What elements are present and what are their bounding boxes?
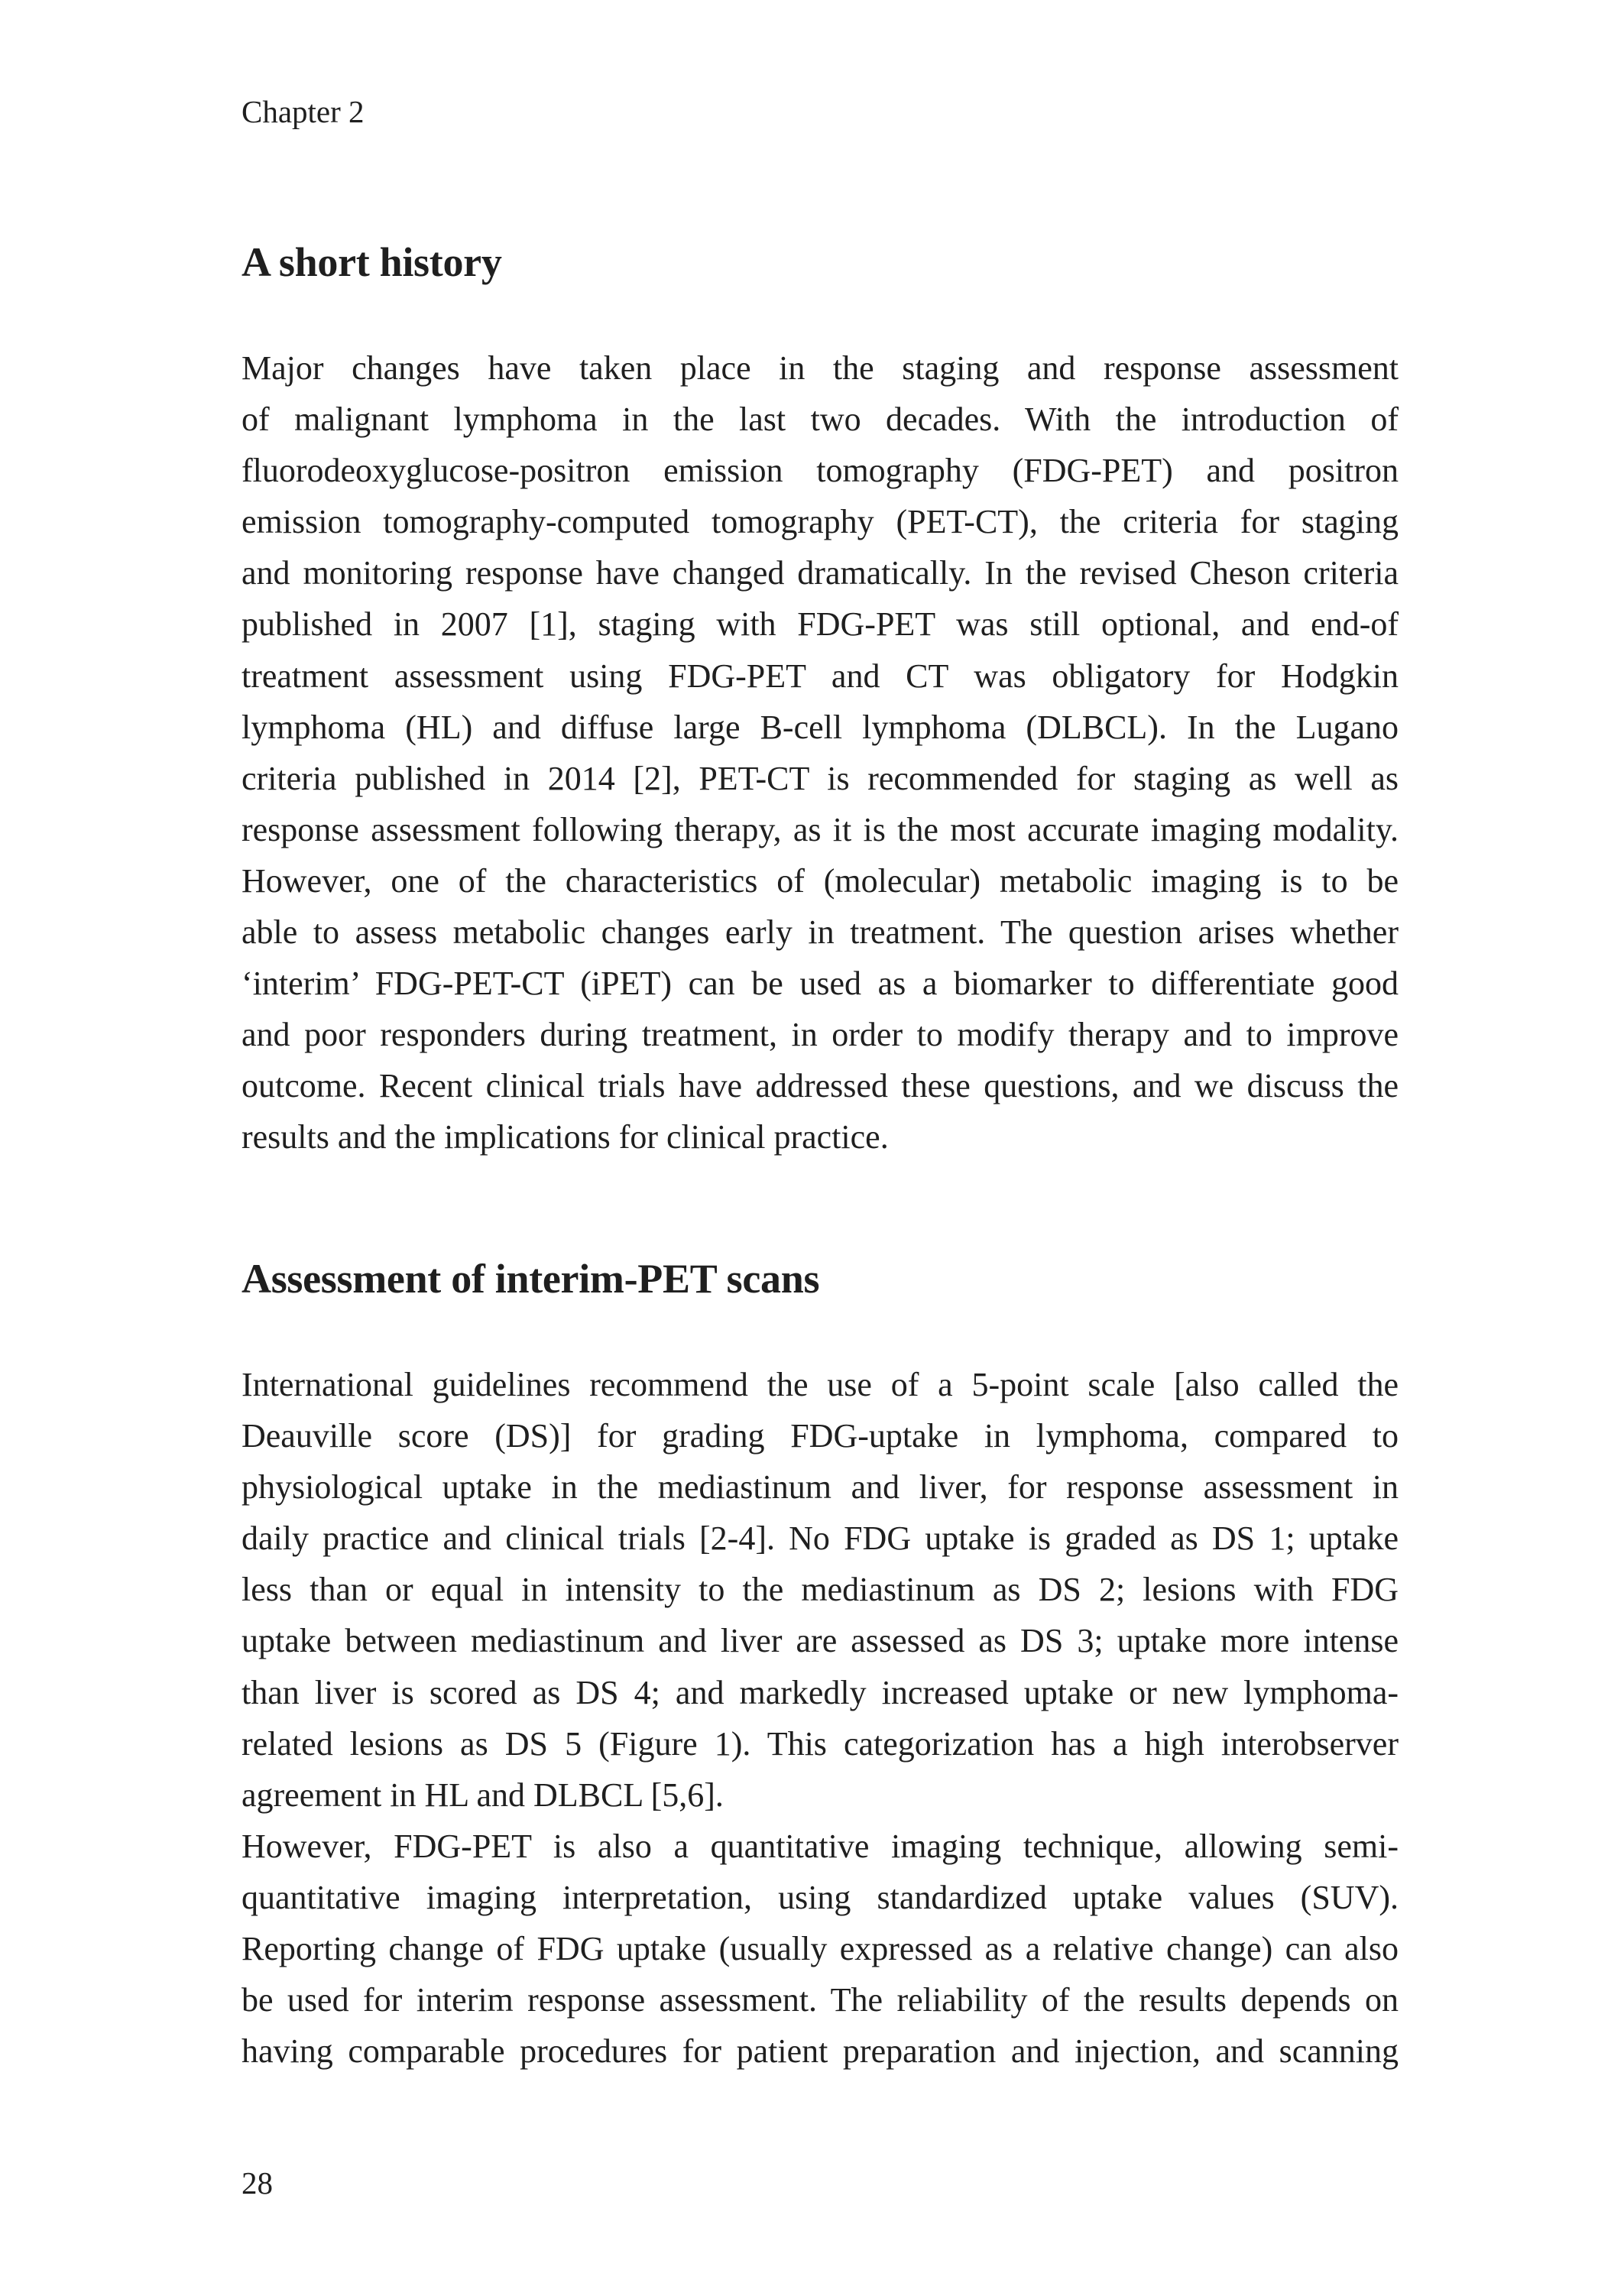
text-line: treatment assessment using FDG-PET and CT was obligatory for Hodgkin	[241, 657, 1399, 695]
text-line: able to assess metabolic changes early in treatment. The question arises whether	[241, 913, 1399, 952]
paragraph-short-history	[241, 342, 1399, 1163]
text-line: criteria published in 2014 [2], PET-CT is recommended for staging as well as	[241, 759, 1399, 797]
text-line: response assessment following therapy, as it is the most accurate imaging modality.	[241, 810, 1399, 848]
text-line: outcome. Recent clinical trials have addressed these questions, and we discuss the	[241, 1067, 1399, 1105]
section-heading-short-history: A short history	[241, 239, 502, 285]
text-line: ‘interim’ FDG-PET-CT (iPET) can be used as a biomarker to differentiate good	[241, 965, 1399, 1003]
text-line: published in 2007 [1], staging with FDG-PET was still optional, and end-of	[241, 605, 1399, 644]
text-line: However, FDG-PET is also a quantitative imaging technique, allowing semi-	[241, 1828, 1399, 1865]
text-line: and monitoring response have changed dramatically. In the revised Cheson criteria	[241, 554, 1399, 592]
text-line: than liver is scored as DS 4; and markedly increased uptake or new lymphoma-	[241, 1673, 1399, 1711]
text-line: Major changes have taken place in the staging and response assessment	[241, 349, 1399, 387]
text-line: uptake between mediastinum and liver are assessed as DS 3; uptake more intense	[241, 1622, 1399, 1660]
text-line: daily practice and clinical trials [2-4]. No FDG uptake is graded as DS 1; uptake	[241, 1519, 1399, 1558]
text-line: Reporting change of FDG uptake (usually expressed as a relative change) can also	[241, 1930, 1399, 1968]
text-line: However, one of the characteristics of (molecular) metabolic imaging is to be	[241, 861, 1399, 900]
text-line: fluorodeoxyglucose-positron emission tomography (FDG-PET) and positron	[241, 452, 1399, 490]
text-line: International guidelines recommend the use of a 5-point scale [also called the	[241, 1366, 1399, 1403]
paragraph-suv	[241, 1821, 1399, 2077]
running-head: Chapter 2	[241, 94, 365, 129]
text-line: related lesions as DS 5 (Figure 1). This categorization has a high interobserver	[241, 1724, 1399, 1763]
text-line: lymphoma (HL) and diffuse large B-cell lymphoma (DLBCL). In the Lugano	[241, 708, 1399, 746]
text-line: having comparable procedures for patient preparation and injection, and scanning	[241, 2032, 1399, 2071]
text-line: quantitative imaging interpretation, using standardized uptake values (SUV).	[241, 1879, 1399, 1917]
text-line: emission tomography-computed tomography (PET-CT), the criteria for staging	[241, 503, 1399, 541]
text-line: results and the implications for clinical practice.	[241, 1118, 889, 1156]
section-heading-interim-pet: Assessment of interim-PET scans	[241, 1256, 820, 1302]
page-number: 28	[241, 2165, 273, 2201]
text-line: of malignant lymphoma in the last two decades. With the introduction of	[241, 401, 1399, 439]
paragraph-deauville-score	[241, 1359, 1399, 1821]
text-line: less than or equal in intensity to the mediastinum as DS 2; lesions with FDG	[241, 1571, 1399, 1609]
text-line: physiological uptake in the mediastinum and liver, for response assessment in	[241, 1468, 1399, 1507]
text-line: agreement in HL and DLBCL [5,6].	[241, 1776, 724, 1814]
text-line: and poor responders during treatment, in order to modify therapy and to improve	[241, 1016, 1399, 1054]
text-line: be used for interim response assessment. The reliability of the results depends on	[241, 1981, 1399, 2019]
text-line: Deauville score (DS)] for grading FDG-uptake in lymphoma, compared to	[241, 1417, 1399, 1455]
